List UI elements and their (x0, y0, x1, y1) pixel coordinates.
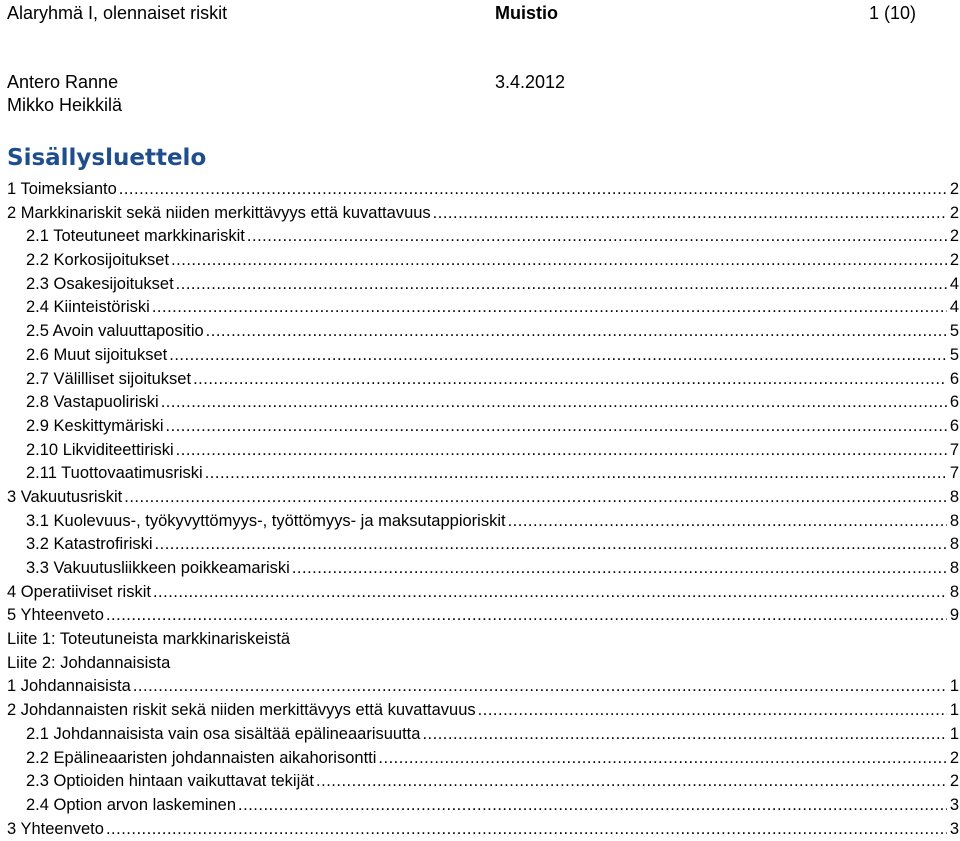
toc-entry-title: 2.11 Tuottovaatimusriski (26, 464, 203, 483)
toc-leader (166, 415, 947, 439)
toc-entry-title: 3 Vakuutusriskit (7, 487, 123, 506)
toc-entry[interactable] (7, 202, 960, 226)
toc-heading: Sisällysluettelo (7, 145, 207, 171)
toc-entry[interactable] (7, 723, 960, 747)
toc-entry[interactable] (7, 581, 960, 605)
toc-leader (238, 794, 947, 818)
toc-entry-page: 8 (949, 535, 959, 554)
toc-entry-title: 3 Yhteenveto (7, 819, 104, 838)
header-page-number: 1 (10) (869, 3, 917, 23)
toc-entry-page: 6 (949, 369, 959, 388)
toc-entry[interactable] (7, 510, 960, 534)
toc-leader (176, 273, 947, 297)
toc-entry[interactable] (7, 794, 960, 818)
toc-entry[interactable] (7, 818, 960, 841)
toc-entry-title: Liite 1: Toteutuneista markkinariskeistä (7, 630, 291, 649)
toc-entry-title: Liite 2: Johdannaisista (7, 653, 171, 672)
toc-entry-title: 2.5 Avoin valuuttapositio (26, 322, 204, 341)
toc-entry-title: 2.4 Option arvon laskeminen (26, 795, 237, 814)
toc-entry-page: 4 (949, 274, 959, 293)
toc-entry-title: 2.2 Korkosijoitukset (26, 251, 170, 270)
toc-entry[interactable] (7, 439, 960, 463)
toc-entry[interactable] (7, 296, 960, 320)
toc-leader (153, 581, 947, 605)
toc-leader (152, 296, 947, 320)
toc-entry-page: 8 (949, 511, 959, 530)
toc-entry-page: 6 (949, 416, 959, 435)
toc-entry[interactable] (7, 747, 960, 771)
toc-entry[interactable] (7, 320, 960, 344)
toc-entry-title: 3.2 Katastrofiriski (26, 535, 153, 554)
toc-leader (169, 344, 947, 368)
toc-entry-title: 4 Operatiiviset riskit (7, 582, 151, 601)
toc-entry-title: 2.6 Muut sijoitukset (26, 345, 168, 364)
toc-entry-title: 2.2 Epälineaaristen johdannaisten aikahorisontti (26, 748, 377, 767)
toc-leader (422, 723, 947, 747)
toc-leader (378, 747, 947, 771)
toc-entry[interactable] (7, 391, 960, 415)
toc-leader (478, 699, 947, 723)
toc-entry-page: 8 (949, 487, 959, 506)
toc-entry-page: 2 (949, 227, 959, 246)
toc-entry[interactable] (7, 249, 960, 273)
toc-entry-title: 2.8 Vastapuoliriski (26, 393, 159, 412)
toc-leader (155, 533, 947, 557)
toc-entry-page: 2 (949, 748, 959, 767)
toc-entry-title: 2 Markkinariskit sekä niiden merkittävyys että kuvattavuus (7, 203, 431, 222)
toc-leader (119, 178, 947, 202)
toc-entry[interactable] (7, 533, 960, 557)
toc-entry-title: 2.3 Optioiden hintaan vaikuttavat tekijät (26, 772, 315, 791)
toc-appendix-entry[interactable] (7, 652, 960, 676)
toc-leader (316, 770, 947, 794)
toc-entry[interactable] (7, 273, 960, 297)
toc-leader (161, 391, 947, 415)
toc-leader (124, 486, 947, 510)
toc-entry-title: 5 Yhteenveto (7, 606, 104, 625)
header-doc-type: Muistio (495, 3, 558, 23)
toc-entry[interactable] (7, 225, 960, 249)
toc-entry-title: 2.1 Toteutuneet markkinariskit (26, 227, 245, 246)
toc-entry[interactable] (7, 368, 960, 392)
toc-leader (247, 225, 947, 249)
author-line-1 (7, 71, 566, 94)
authors-block (7, 71, 566, 117)
toc-leader (176, 439, 947, 463)
toc-entry-page: 2 (949, 251, 959, 270)
toc-appendix-entry[interactable] (7, 628, 960, 652)
toc-leader (133, 675, 947, 699)
toc-leader (433, 202, 947, 226)
toc-entry-page: 7 (949, 440, 959, 459)
toc-entry-title: 2.10 Likviditeettiriski (26, 440, 174, 459)
toc-entry[interactable] (7, 178, 960, 202)
toc-entry[interactable] (7, 770, 960, 794)
document-date: 3.4.2012 (495, 72, 566, 92)
toc-entry-title: 2.1 Johdannaisista vain osa sisältää epälineaarisuutta (26, 724, 421, 743)
toc-entry-page: 2 (949, 772, 959, 791)
table-of-contents (7, 178, 960, 841)
toc-entry-page: 1 (949, 701, 959, 720)
document-header (7, 1, 940, 25)
toc-entry[interactable] (7, 462, 960, 486)
author-name: Mikko Heikkilä (7, 95, 123, 115)
toc-leader (171, 249, 947, 273)
toc-leader (106, 604, 947, 628)
toc-entry-page: 3 (949, 795, 959, 814)
header-title: Alaryhmä I, olennaiset riskit (7, 3, 228, 23)
toc-entry-title: 2.3 Osakesijoitukset (26, 274, 174, 293)
toc-entry-page: 4 (949, 298, 959, 317)
toc-entry-page: 9 (949, 606, 959, 625)
toc-leader (205, 462, 947, 486)
toc-entry-page: 3 (949, 819, 959, 838)
toc-entry-title: 2.9 Keskittymäriski (26, 416, 164, 435)
toc-entry-page: 1 (949, 677, 959, 696)
toc-entry-page: 8 (949, 559, 959, 577)
author-line-2 (7, 94, 122, 117)
toc-entry[interactable] (7, 557, 960, 581)
toc-entry-page: 5 (949, 345, 959, 364)
toc-leader (292, 557, 947, 581)
toc-entry-title: 2 Johdannaisten riskit sekä niiden merkittävyys että kuvattavuus (7, 701, 476, 720)
toc-entry-page: 8 (949, 582, 959, 601)
toc-entry[interactable] (7, 344, 960, 368)
toc-entry-title: 3.1 Kuolevuus-, työkyvyttömyys-, työttömyys- ja maksutappioriskit (26, 511, 506, 530)
toc-leader (206, 320, 947, 344)
toc-entry-title: 3.3 Vakuutusliikkeen poikkeamariski (26, 559, 290, 577)
toc-entry-title: 1 Johdannaisista (7, 677, 131, 696)
toc-leader (193, 368, 947, 392)
toc-entry[interactable] (7, 415, 960, 439)
toc-entry[interactable] (7, 604, 960, 628)
toc-entry-page: 2 (949, 203, 959, 222)
author-name: Antero Ranne (7, 72, 119, 92)
toc-entry-page: 2 (949, 180, 959, 198)
toc-entry-title: 1 Toimeksianto (7, 180, 117, 198)
toc-leader (508, 510, 947, 534)
toc-entry-title: 2.7 Välilliset sijoitukset (26, 369, 192, 388)
toc-entry-title: 2.4 Kiinteistöriski (26, 298, 150, 317)
toc-entry[interactable] (7, 675, 960, 699)
toc-leader (106, 818, 947, 841)
toc-entry[interactable] (7, 699, 960, 723)
toc-entry-page: 5 (949, 322, 959, 341)
toc-entry-page: 6 (949, 393, 959, 412)
toc-entry-page: 1 (949, 724, 959, 743)
toc-entry-page: 7 (949, 464, 959, 483)
toc-entry[interactable] (7, 486, 960, 510)
